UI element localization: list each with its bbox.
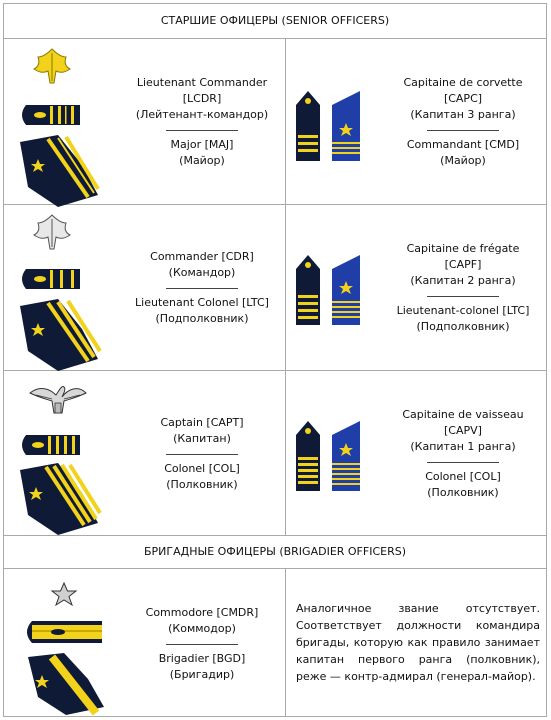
shoulder-board-icon	[27, 621, 102, 643]
sleeve-cuff-icon	[20, 299, 100, 371]
shoulder-board-icon	[22, 269, 80, 289]
fr-rank-name: Capitaine de frégate	[406, 242, 520, 255]
us-army-rank-russian: (Майор)	[179, 154, 225, 167]
divider	[166, 454, 238, 455]
fr-rank-abbr: [CAPF]	[444, 258, 482, 271]
fr-rank-text	[382, 75, 544, 169]
us-army-rank: Colonel [COL]	[164, 462, 240, 475]
shoulder-board-icon	[22, 435, 80, 455]
shoulder-board-icon	[22, 105, 80, 125]
capc-insignia	[294, 87, 374, 167]
fr-rank-abbr: [CAPV]	[444, 424, 482, 437]
eagle-icon	[30, 386, 86, 413]
cdr-insignia	[18, 211, 88, 371]
us-cell	[4, 371, 286, 535]
divider	[166, 130, 238, 131]
us-army-rank: Lieutenant Colonel [LTC]	[135, 296, 269, 309]
us-rank-name: Commander [CDR]	[150, 250, 254, 263]
fr-rank-russian: (Капитан 3 ранга)	[410, 108, 516, 121]
us-rank-russian: (Коммодор)	[168, 622, 236, 635]
us-cell	[4, 39, 286, 204]
divider	[166, 644, 238, 645]
fr-army-rank-russian: (Майор)	[440, 154, 486, 167]
fr-army-rank-russian: (Полковник)	[427, 486, 499, 499]
fr-army-rank: Colonel [COL]	[425, 470, 501, 483]
section-header-senior	[4, 4, 546, 39]
us-rank-russian: (Капитан)	[173, 432, 231, 445]
no-equivalent-note: Аналогичное звание отсутствует. Соответствует должности командира бригады, которую как правило занимает капитан первого ранга (полковник), реже — контр-адмирал (генерал-майор).	[296, 602, 540, 683]
us-rank-abbr: [LCDR]	[182, 92, 222, 105]
us-rank-russian: (Лейтенант-командор)	[135, 108, 269, 121]
table-row	[4, 39, 546, 205]
section-header-senior-label: СТАРШИЕ ОФИЦЕРЫ (SENIOR OFFICERS)	[160, 14, 390, 27]
french-sleeve-icon	[332, 255, 360, 325]
section-header-brigadier	[4, 536, 546, 569]
us-army-rank-russian: (Бригадир)	[169, 668, 235, 681]
fr-cell	[286, 569, 546, 716]
lcdr-insignia	[18, 47, 88, 207]
sleeve-cuff-icon	[28, 653, 104, 715]
us-rank-name: Captain [CAPT]	[160, 416, 244, 429]
star-icon	[52, 583, 76, 605]
fr-rank-text	[382, 407, 544, 501]
fr-rank-russian: (Капитан 1 ранга)	[410, 440, 516, 453]
divider	[427, 462, 499, 463]
fr-rank-name: Capitaine de vaisseau	[402, 408, 524, 421]
us-cell	[4, 205, 286, 370]
us-cell	[4, 569, 286, 716]
us-rank-text	[122, 415, 282, 493]
us-rank-name: Commodore [CMDR]	[145, 606, 259, 619]
us-rank-text	[122, 249, 282, 327]
us-rank-russian: (Командор)	[168, 266, 236, 279]
ranks-table	[3, 3, 547, 717]
french-epaulette-icon	[296, 91, 320, 161]
section-header-brigadier-label: БРИГАДНЫЕ ОФИЦЕРЫ (BRIGADIER OFFICERS)	[143, 545, 407, 558]
sleeve-cuff-icon	[20, 463, 100, 535]
oak-leaf-silver-icon	[34, 215, 70, 249]
fr-rank-russian: (Капитан 2 ранга)	[410, 274, 516, 287]
table-row	[4, 205, 546, 371]
fr-cell	[286, 371, 546, 535]
us-rank-text	[122, 605, 282, 683]
divider	[427, 296, 499, 297]
french-sleeve-icon	[332, 421, 360, 491]
french-sleeve-icon	[332, 91, 360, 161]
fr-army-rank: Commandant [CMD]	[406, 138, 520, 151]
sleeve-cuff-icon	[20, 135, 98, 207]
fr-army-rank-russian: (Подполковник)	[416, 320, 510, 333]
fr-rank-text	[382, 241, 544, 335]
table-row	[4, 371, 546, 536]
us-army-rank: Major [MAJ]	[170, 138, 234, 151]
capv-insignia	[294, 417, 374, 497]
french-epaulette-icon	[296, 421, 320, 491]
cmdr-insignia	[18, 575, 108, 715]
table-row	[4, 569, 546, 716]
us-army-rank-russian: (Подполковник)	[155, 312, 249, 325]
us-rank-name: Lieutenant Commander	[136, 76, 268, 89]
us-army-rank: Brigadier [BGD]	[158, 652, 246, 665]
capt-insignia	[18, 377, 98, 537]
us-army-rank-russian: (Полковник)	[166, 478, 238, 491]
capf-insignia	[294, 251, 374, 331]
fr-cell	[286, 205, 546, 370]
fr-army-rank: Lieutenant-colonel [LTC]	[396, 304, 530, 317]
fr-rank-name: Capitaine de corvette	[403, 76, 523, 89]
fr-rank-abbr: [CAPC]	[443, 92, 483, 105]
oak-leaf-gold-icon	[34, 49, 70, 83]
divider	[427, 130, 499, 131]
us-rank-text	[122, 75, 282, 169]
divider	[166, 288, 238, 289]
fr-cell	[286, 39, 546, 204]
french-epaulette-icon	[296, 255, 320, 325]
